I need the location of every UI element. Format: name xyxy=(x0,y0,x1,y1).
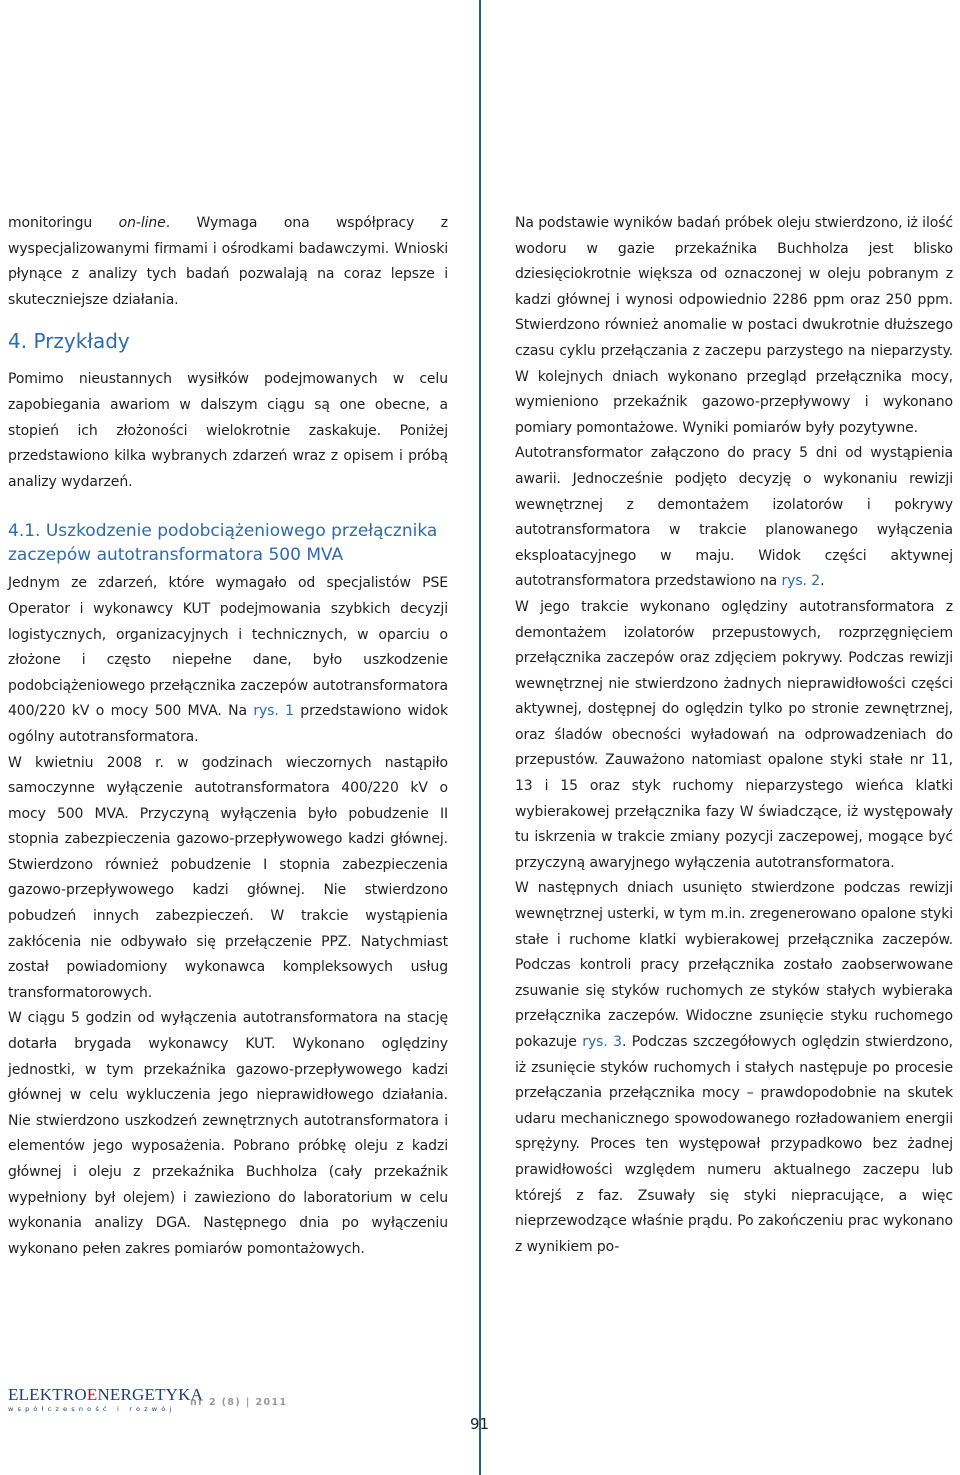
right-column xyxy=(515,211,953,1260)
paragraph-section-intro: Pomimo nieustannych wysiłków podejmowanych w celu zapobiegania awariom w dalszym ciągu są one obecne, a stopień ich złożoności wielokrotnie zaskakuje. Poniżej przedstawiono kilka wybranych zdarzeń wraz z opisem i próbą analizy wydarzeń. xyxy=(8,371,448,490)
logo-wordmark: ELEKTROENERGETYKA xyxy=(8,1385,204,1404)
figure-reference-rys-3: rys. 3 xyxy=(582,1034,622,1050)
subsection-heading: 4.1. Uszkodzenie podobciążeniowego przełącznika zaczepów autotransformatora 500 MVA xyxy=(8,521,438,566)
paragraph-april-2008: W kwietniu 2008 r. w godzinach wieczornych nastąpiło samoczynne wyłączenie autotransformatora 400/220 kV o mocy 500 MVA. Przyczyną wyłączenia było pobudzenie II stopnia zabezpieczenia gazowo-przepływowego kadzi głównej. Stwierdzono również pobudzenie I stopnia zabezpieczenia gazowo-przepływowego kadzi głównej. Nie stwierdzono pobudzeń innych zabezpieczeń. W trakcie wystąpienia zakłócenia nie odbywało się przełączenie PPZ. Natychmiast został powiadomiony wykonawca kompleksowych usług transformatorowych. xyxy=(8,754,448,1001)
logo-tagline: współczesność i rozwój xyxy=(8,1405,176,1413)
paragraph-repairs: W następnych dniach usunięto stwierdzone podczas rewizji wewnętrznej usterki, w tym m.in. zregenerowano opalone styki stałe i ruchome klatki wybierakowej przełącznika zaczepów. Podczas kontroli pracy przełącznika zostało zaobserwowane zsuwanie się styków ruchomych ze styków stałych wybieraka przełącznika zaczepów. Widoczne zsunięcie styku ruchomego pokazuje rys. 3. Podczas szczegółowych oględzin stwierdzono, iż zsunięcie styków ruchomych i stałych następuje po procesie przełączania przełącznika mocy – prawdopodobnie na skutek udaru mechanicznego spowodowanego rozładowaniem energii sprężyny. Proces ten występował przypadkowo bez żadnej prawidłowości względem numeru aktualnego zaczepu lub którejś z faz. Zsuwały się styki niepracujące, a więc nieprzewodzące właśnie prądu. Po zakończeniu prac wykonano z wynikiem po- xyxy=(515,880,954,1255)
paragraph-intro: monitoringu on-line. Wymaga ona współpracy z wyspecjalizowanymi firmami i ośrodkami badawczymi. Wnioski płynące z analizy tych badań pozwalają na coraz lepsze i skuteczniejsze działania. xyxy=(8,215,448,308)
issue-number: nr 2 (8) | 2011 xyxy=(190,1397,288,1408)
page-number: 91 xyxy=(470,1415,490,1433)
paragraph-within-5-hours: W ciągu 5 godzin od wyłączenia autotransformatora na stację dotarła brygada wykonawcy KUT. Wykonano oględziny jednostki, w tym przekaźnika gazowo-przepływowego kadzi głównej w celu wykluczenia jego nieprawidłowego działania. Nie stwierdzono uszkodzeń zewnętrznych autotransformatora i elementów jego wyposażenia. Pobrano próbkę oleju z kadzi głównej i oleju z przekaźnika Buchholza (cały przekaźnik wypełniony był olejem) i zawieziono do laboratorium w celu wykonania analizy DGA. Następnego dnia po wyłączeniu wykonano pełen zakres pomiarów pomontażowych. xyxy=(8,1010,448,1257)
magazine-logo xyxy=(8,1385,204,1414)
paragraph-test-results: Na podstawie wyników badań próbek oleju stwierdzono, iż ilość wodoru w gazie przekaźnika Buchholza jest blisko dziesięciokrotnie większa od oznaczonej w oleju pobranym z kadzi głównej i wynosi odpowiednio 2286 ppm oraz 250 ppm. Stwierdzono również anomalie w postaci dwukrotnie dłuższego czasu cyklu przełączania z zaczepu parzystego na nieparzysty. W kolejnych dniach wykonano przegląd przełącznika mocy, wymieniono przekaźnik gazowo-przepływowy i wykonano pomiary pomontażowe. Wyniki pomiarów były pozytywne. xyxy=(515,215,953,436)
section-heading: 4. Przykłady xyxy=(8,329,130,354)
left-column xyxy=(8,211,448,1262)
paragraph-inspection: W jego trakcie wykonano oględziny autotransformatora z demontażem izolatorów przepustowych, rozprzęgnięciem przełącznika zaczepów oraz zdjęciem pokrywy. Podczas rewizji wewnętrznej nie stwierdzono żadnych nieprawidłowości części aktywnej, dostępnej do oględzin tylko po stronie zewnętrznej, oraz śladów obecności wyładowań na odprowadzeniach do przepustów. Zauważono natomiast opalone styki stałe nr 11, 13 i 15 oraz styk ruchomy nieparzystego wieńca klatki wybierakowej przełącznika fazy W świadczące, iż występowały tu iskrzenia w trakcie zmiany pozycji zaczepowej, mogące być przyczyną awaryjnego wyłączenia autotransformatora. xyxy=(515,598,953,871)
figure-reference-rys-2: rys. 2 xyxy=(781,573,821,590)
paragraph-reconnection: Autotransformator załączono do pracy 5 dni od wystąpienia awarii. Jednocześnie podjęto decyzję o wykonaniu rewizji wewnętrznej z demontażem izolatorów i pokrywy autotransformatora w trakcie planowanego wyłączenia eksploatacyjnego w maju. Widok części aktywnej autotransformatora przedstawiono na rys. 2. xyxy=(515,445,953,590)
paragraph-event-description: Jednym ze zdarzeń, które wymagało od specjalistów PSE Operator i wykonawcy KUT podejmowania szybkich decyzji logistycznych, organizacyjnych i technicznych, w oparciu o złożone i często niepełne dane, było uszkodzenie podobciążeniowego przełącznika zaczepów autotransformatora 400/220 kV o mocy 500 MVA. Na rys. 1 przedstawiono widok ogólny autotransformatora. xyxy=(8,575,448,745)
column-divider-line xyxy=(479,0,481,1475)
figure-reference-rys-1: rys. 1 xyxy=(253,703,294,720)
